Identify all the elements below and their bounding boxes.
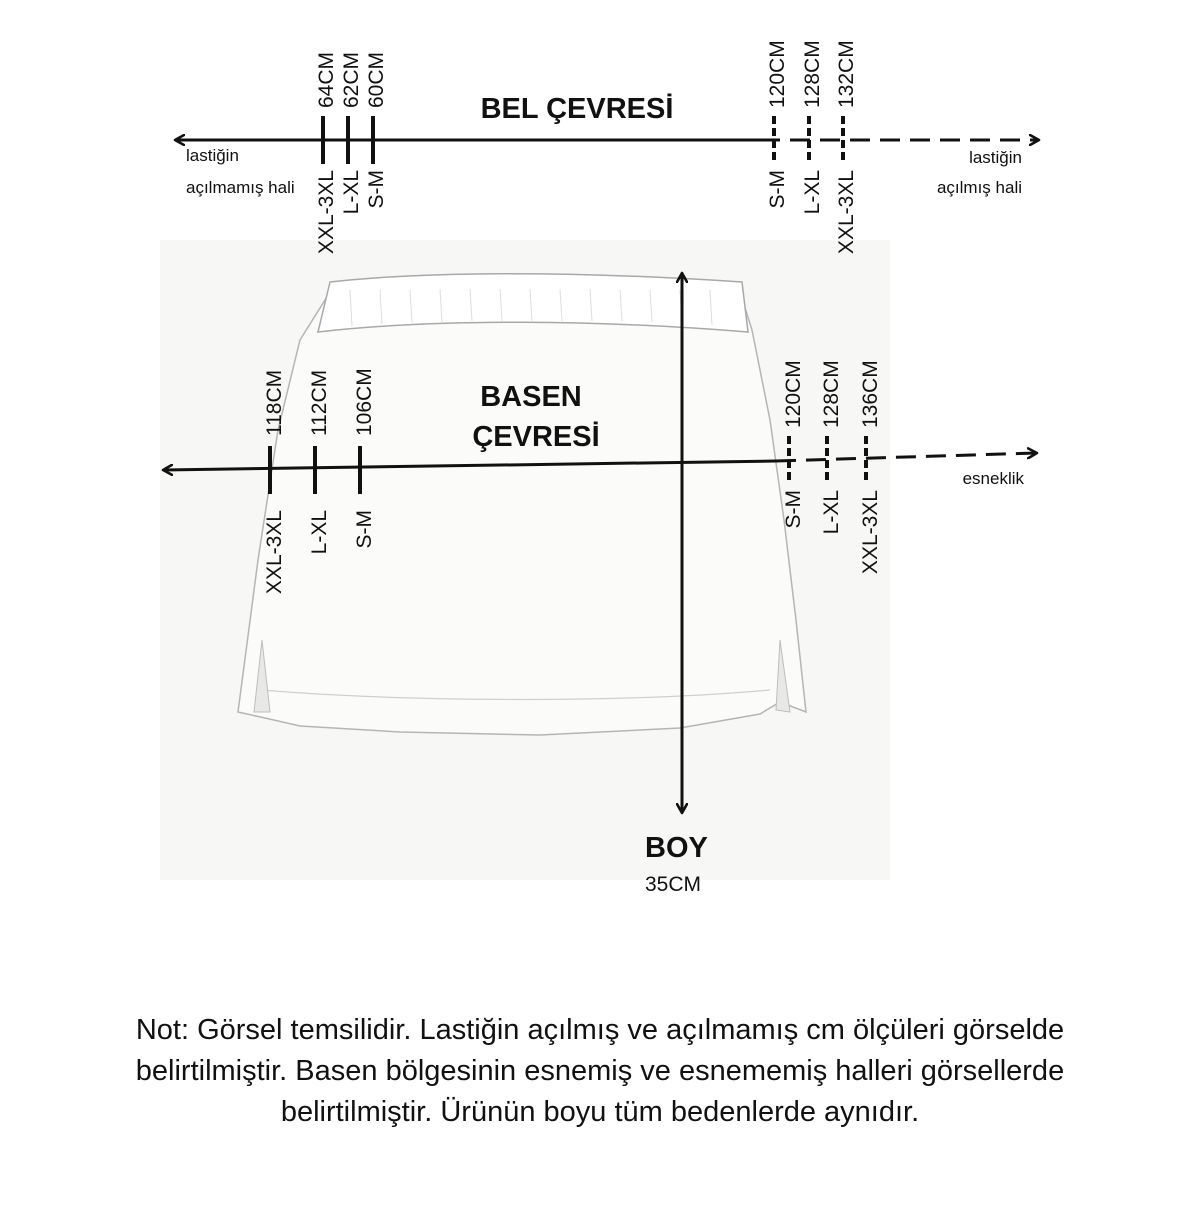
measure-label: 106CM: [353, 368, 376, 436]
size-label: XXL-3XL: [315, 170, 338, 255]
waist-right-caption-line2: açılmış hali: [936, 178, 1022, 197]
length-value: 35CM: [645, 873, 702, 896]
measure-label: 128CM: [820, 360, 843, 428]
waist-unstretched-xxl-3xl: [315, 52, 338, 254]
measure-label: 136CM: [859, 360, 882, 428]
size-label: S-M: [365, 170, 388, 209]
waist-unstretched-s-m: [365, 52, 388, 209]
waist-left-caption-line1: lastiğin: [186, 146, 239, 165]
measure-label: 132CM: [835, 40, 858, 108]
size-label: XXL-3XL: [835, 170, 858, 255]
skirt-illustration: [238, 274, 806, 735]
size-label: S-M: [782, 490, 805, 529]
measure-label: 112CM: [308, 369, 331, 436]
measure-label: 64CM: [315, 51, 338, 108]
size-label: L-XL: [340, 170, 363, 215]
size-label: XXL-3XL: [859, 490, 882, 575]
waist-stretched-xxl-3xl: [835, 40, 858, 254]
measure-label: 120CM: [766, 40, 789, 108]
waist-right-caption-line1: lastiğin: [969, 148, 1022, 167]
size-label: S-M: [766, 170, 789, 209]
hip-title-line1: BASEN: [480, 381, 582, 413]
measure-label: 128CM: [801, 40, 824, 108]
hip-title-line2: ÇEVRESİ: [472, 421, 600, 453]
waist-measurement: [176, 40, 1038, 254]
waist-stretched-l-xl: [801, 40, 824, 214]
size-label: L-XL: [801, 170, 824, 215]
size-label: S-M: [353, 510, 376, 549]
measure-label: 118CM: [263, 369, 286, 436]
waist-left-caption-line2: açılmamış hali: [186, 178, 295, 197]
measure-label: 120CM: [782, 360, 805, 428]
waist-stretched-s-m: [766, 40, 789, 208]
waist-title: BEL ÇEVRESİ: [480, 93, 674, 125]
size-label: XXL-3XL: [263, 510, 286, 595]
size-label: L-XL: [308, 510, 331, 555]
waist-unstretched-l-xl: [340, 52, 363, 214]
hip-right-caption: esneklik: [962, 469, 1024, 488]
length-title: BOY: [645, 832, 708, 864]
measure-label: 62CM: [340, 51, 363, 108]
size-note: Not: Görsel temsilidir. Lastiğin açılmış ve açılmamış cm ölçüleri görselde belirtilmiştir. Basen bölgesinin esnemiş ve esnememiş halleri görsellerde belirtilmiştir. Ürünün boyu tüm bedenlerde aynıdır.: [135, 1014, 1065, 1128]
size-label: L-XL: [820, 490, 843, 535]
measure-label: 60CM: [365, 51, 388, 108]
